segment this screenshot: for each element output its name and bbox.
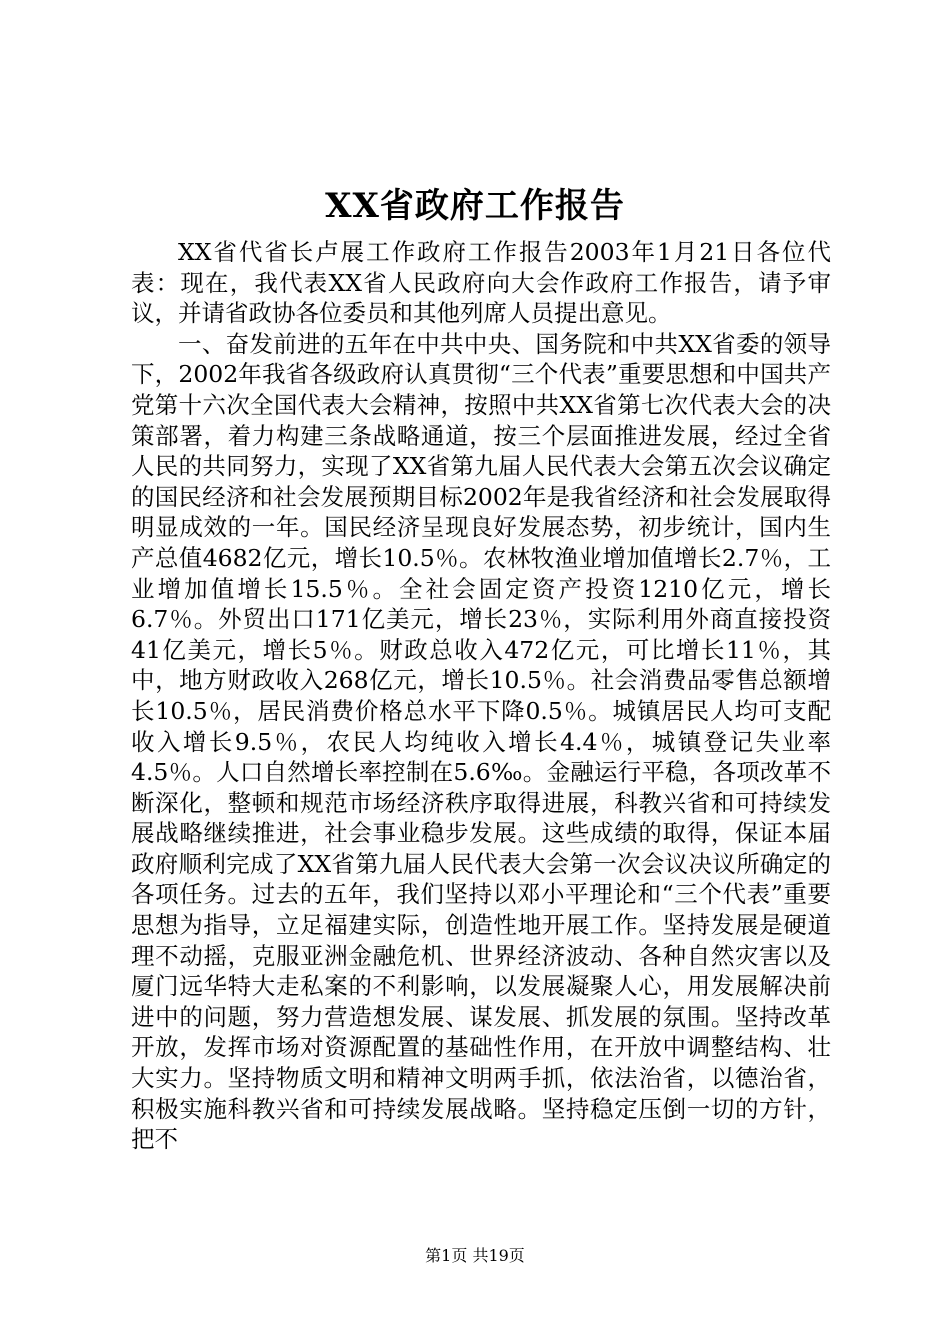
page-footer: 第1页 共19页 [425, 1246, 525, 1265]
document-title: XX省政府工作报告 [325, 186, 625, 226]
document-body [131, 237, 831, 1155]
paragraph-section-one: 一、奋发前进的五年在中共中央、国务院和中共XX省委的领导下，2002年我省各级政府认真贯彻“三个代表”重要思想和中国共产党第十六次全国代表大会精神，按照中共XX省第七次代表大会的决策部署，着力构建三条战略通道，按三个层面推进发展，经过全省人民的共同努力，实现了XX省第九届人民代表大会第五次会议确定的国民经济和社会发展预期目标2002年是我省经济和社会发展取得明显成效的一年。国民经济呈现良好发展态势，初步统计，国内生产总值4682亿元，增长10.5％。农林牧渔业增加值增长2.7％，工业增加值增长15.5％。全社会固定资产投资1210亿元，增长6.7％。外贸出口171亿美元，增长23％，实际利用外商直接投资41亿美元，增长5％。财政总收入472亿元，可比增长11％，其中，地方财政收入268亿元，增长10.5％。社会消费品零售总额增长10.5％，居民消费价格总水平下降0.5％。城镇居民人均可支配收入增长9.5％，农民人均纯收入增长4.4％，城镇登记失业率4.5％。人口自然增长率控制在5.6‰。金融运行平稳，各项改革不断深化，整顿和规范市场经济秩序取得进展，科教兴省和可持续发展战略继续推进，社会事业稳步发展。这些成绩的取得，保证本届政府顺利完成了XX省第九届人民代表大会第一次会议决议所确定的各项任务。过去的五年，我们坚持以邓小平理论和“三个代表”重要思想为指导，立足福建实际，创造性地开展工作。坚持发展是硬道理不动摇，克服亚洲金融危机、世界经济波动、各种自然灾害以及厦门远华特大走私案的不利影响，以发展凝聚人心，用发展解决前进中的问题，努力营造想发展、谋发展、抓发展的氛围。坚持改革开放，发挥市场对资源配置的基础性作用，在开放中调整结构、壮大实力。坚持物质文明和精神文明两手抓，依法治省，以德治省，积极实施科教兴省和可持续发展战略。坚持稳定压倒一切的方针，把不 [131, 329, 831, 1154]
paragraph-intro: XX省代省长卢展工作政府工作报告2003年1月21日各位代表：现在，我代表XX省人民政府向大会作政府工作报告，请予审议，并请省政协各位委员和其他列席人员提出意见。 [131, 238, 831, 328]
